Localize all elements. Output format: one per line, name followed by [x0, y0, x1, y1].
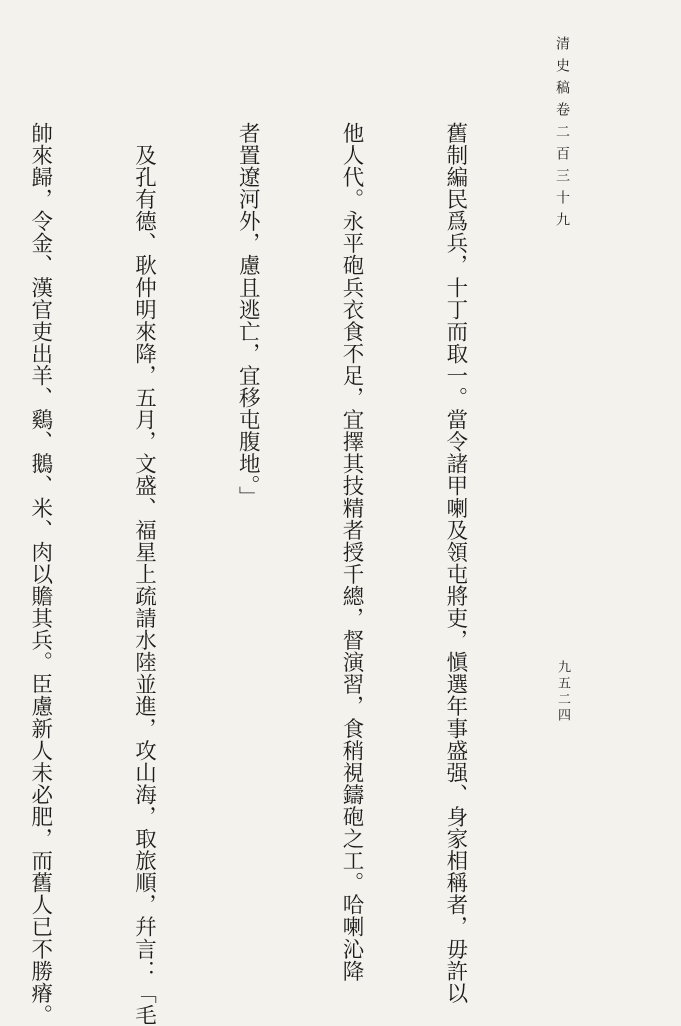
body-text — [0, 122, 541, 1026]
running-head: 清史稿卷二百三十九 — [554, 36, 570, 234]
text-column: 帥來歸，令金、漢官吏出羊、鷄、鵝、米、肉以贍其兵。臣慮新人未必肥，而舊人已不勝瘠。 — [27, 122, 53, 1026]
page-number: 九五二四 — [555, 660, 570, 724]
text-column: 他人代。永平砲兵衣食不足，宜擇其技精者授千總，督演習，食稍視鑄砲之工。哈喇沁降 — [339, 122, 365, 982]
text-column: 舊制編民爲兵，十丁而取一。當令諸甲喇及領屯將吏，愼選年事盛强、身家相稱者，毋許以 — [442, 122, 468, 1004]
text-column: 者置遼河外，慮且逃亡，宜移屯腹地。」 — [235, 122, 261, 509]
text-column: 及孔有德、耿仲明來降，五月，文盛、福星上疏請水陸並進，攻山海，取旅順，幷言：「毛 — [131, 122, 157, 1026]
